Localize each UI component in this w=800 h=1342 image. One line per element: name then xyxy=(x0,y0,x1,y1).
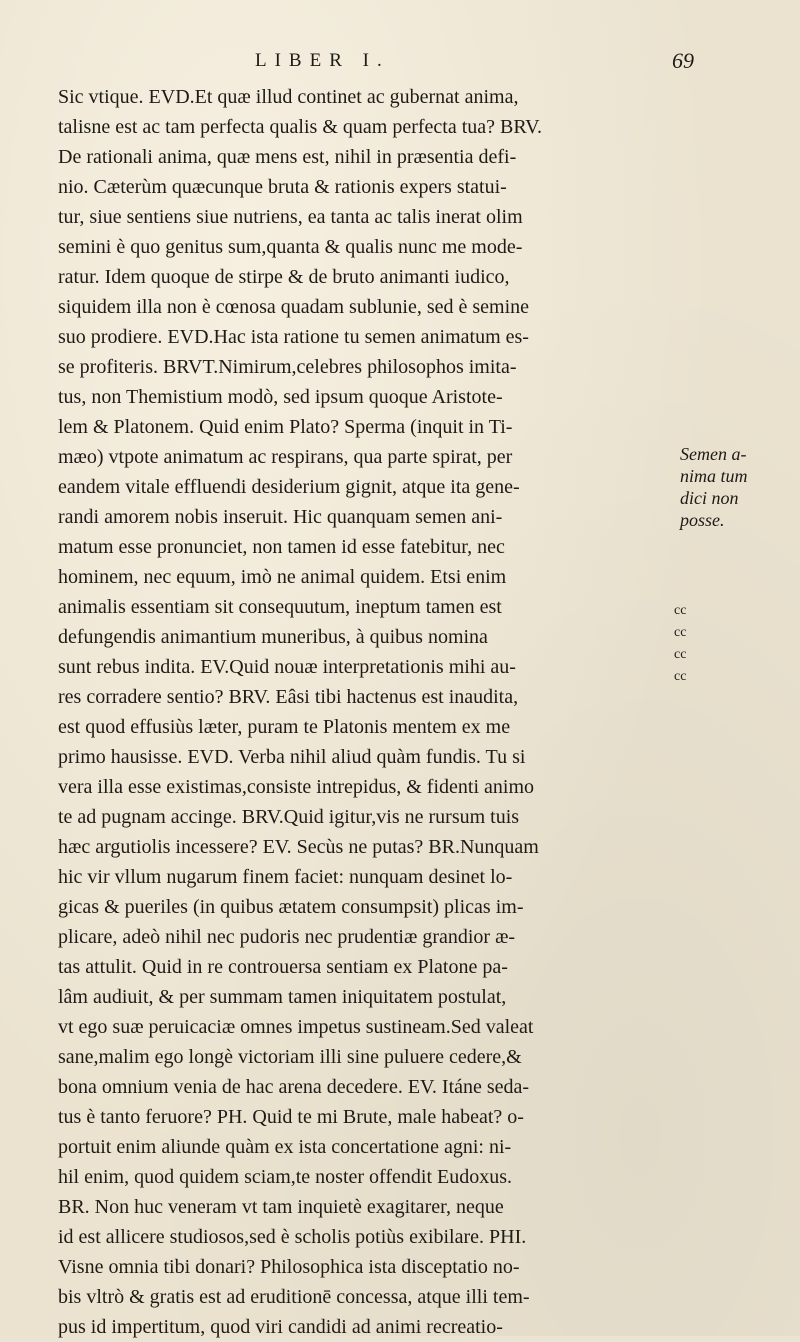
text-line: animalis essentiam sit consequutum, ineptum tamen est xyxy=(58,596,502,618)
text-line: BR. Non huc veneram vt tam inquietè exagitarer, neque xyxy=(58,1196,504,1218)
text-line: vt ego suæ peruicaciæ omnes impetus sustineam.Sed valeat xyxy=(58,1016,534,1038)
margin-note-line: nima tum xyxy=(680,466,748,486)
page-number: 69 xyxy=(672,48,694,73)
text-line: est quod effusiùs læter, puram te Platonis mentem ex me xyxy=(58,716,511,738)
text-line: hæc argutiolis incessere? EV. Secùs ne putas? BR.Nunquam xyxy=(58,836,539,858)
quotation-marks xyxy=(674,600,704,688)
text-line: tus, non Themistium modò, sed ipsum quoque Aristote- xyxy=(58,386,503,408)
text-line: tur, siue sentiens siue nutriens, ea tanta ac talis inerat olim xyxy=(58,206,523,228)
text-line: randi amorem nobis inseruit. Hic quanquam semen ani- xyxy=(58,506,503,528)
text-line: suo prodiere. EVD.Hac ista ratione tu semen animatum es- xyxy=(58,326,529,348)
text-line: tas attulit. Quid in re controuersa sentiam ex Platone pa- xyxy=(58,956,508,978)
text-line: hominem, nec equum, imò ne animal quidem. Etsi enim xyxy=(58,566,507,588)
quotation-mark: cc xyxy=(674,669,687,684)
text-line: mæo) vtpote animatum ac respirans, qua parte spirat, per xyxy=(58,446,513,468)
text-line: res corradere sentio? BRV. Eâsi tibi hactenus est inaudita, xyxy=(58,686,519,708)
text-line: siquidem illa non è cœnosa quadam sublunie, sed è semine xyxy=(58,296,530,318)
text-line: vera illa esse existimas,consiste intrepidus, & fidenti animo xyxy=(58,776,535,798)
book-title: LIBER I. xyxy=(255,50,390,71)
text-line: hic vir vllum nugarum finem faciet: nunquam desinet lo- xyxy=(58,866,513,888)
text-line: se profiteris. BRVT.Nimirum,celebres philosophos imita- xyxy=(58,356,517,378)
text-line: pus id impertitum, quod viri candidi ad animi recreatio- xyxy=(58,1316,503,1338)
text-line: semini è quo genitus sum,quanta & qualis nunc me mode- xyxy=(58,236,523,258)
text-line: hil enim, quod quidem sciam,te noster offendit Eudoxus. xyxy=(58,1166,513,1188)
quotation-mark: cc xyxy=(674,603,687,618)
text-line: bona omnium venia de hac arena decedere. EV. Itáne seda- xyxy=(58,1076,530,1098)
margin-note-line: Semen a- xyxy=(680,444,747,464)
text-line: portuit enim aliunde quàm ex ista concertatione agni: ni- xyxy=(58,1136,512,1158)
text-line: gicas & pueriles (in quibus ætatem consumpsit) plicas im- xyxy=(58,896,524,918)
text-line: plicare, adeò nihil nec pudoris nec prudentiæ grandior æ- xyxy=(58,926,516,948)
text-line: Sic vtique. EVD.Et quæ illud continet ac gubernat anima, xyxy=(58,86,519,108)
running-head xyxy=(0,50,800,80)
text-line: nio. Cæterùm quæcunque bruta & rationis expers statui- xyxy=(58,176,507,198)
text-line: sunt rebus indita. EV.Quid nouæ interpretationis mihi au- xyxy=(58,656,516,678)
text-line: id est allicere studiosos,sed è scholis potiùs exibilare. PHI. xyxy=(58,1226,527,1248)
quotation-mark: cc xyxy=(674,625,687,640)
text-line: Visne omnia tibi donari? Philosophica ista disceptatio no- xyxy=(58,1256,520,1278)
text-line: te ad pugnam accinge. BRV.Quid igitur,vis ne rursum tuis xyxy=(58,806,520,828)
text-line: primo hausisse. EVD. Verba nihil aliud quàm fundis. Tu si xyxy=(58,746,526,768)
text-line: ratur. Idem quoque de stirpe & de bruto animanti iudico, xyxy=(58,266,510,288)
text-line: matum esse pronunciet, non tamen id esse fatebitur, nec xyxy=(58,536,505,558)
body-text xyxy=(58,82,748,1342)
text-line: lem & Platonem. Quid enim Plato? Sperma (inquit in Ti- xyxy=(58,416,513,438)
text-line: lâm audiuit, & per summam tamen iniquitatem postulat, xyxy=(58,986,507,1008)
text-line: bis vltrò & gratis est ad eruditionē concessa, atque illi tem- xyxy=(58,1286,530,1308)
text-line: talisne est ac tam perfecta qualis & quam perfecta tua? BRV. xyxy=(58,116,542,138)
margin-note xyxy=(680,443,790,531)
text-line: defungendis animantium muneribus, à quibus nomina xyxy=(58,626,488,648)
text-line: De rationali anima, quæ mens est, nihil in præsentia defi- xyxy=(58,146,517,168)
text-line: eandem vitale effluendi desiderium gignit, atque ita gene- xyxy=(58,476,520,498)
quotation-mark: cc xyxy=(674,647,687,662)
text-line: sane,malim ego longè victoriam illi sine puluere cedere,& xyxy=(58,1046,522,1068)
margin-note-line: dici non xyxy=(680,488,739,508)
text-line: tus è tanto feruore? PH. Quid te mi Brute, male habeat? o- xyxy=(58,1106,524,1128)
margin-note-line: posse. xyxy=(680,510,725,530)
